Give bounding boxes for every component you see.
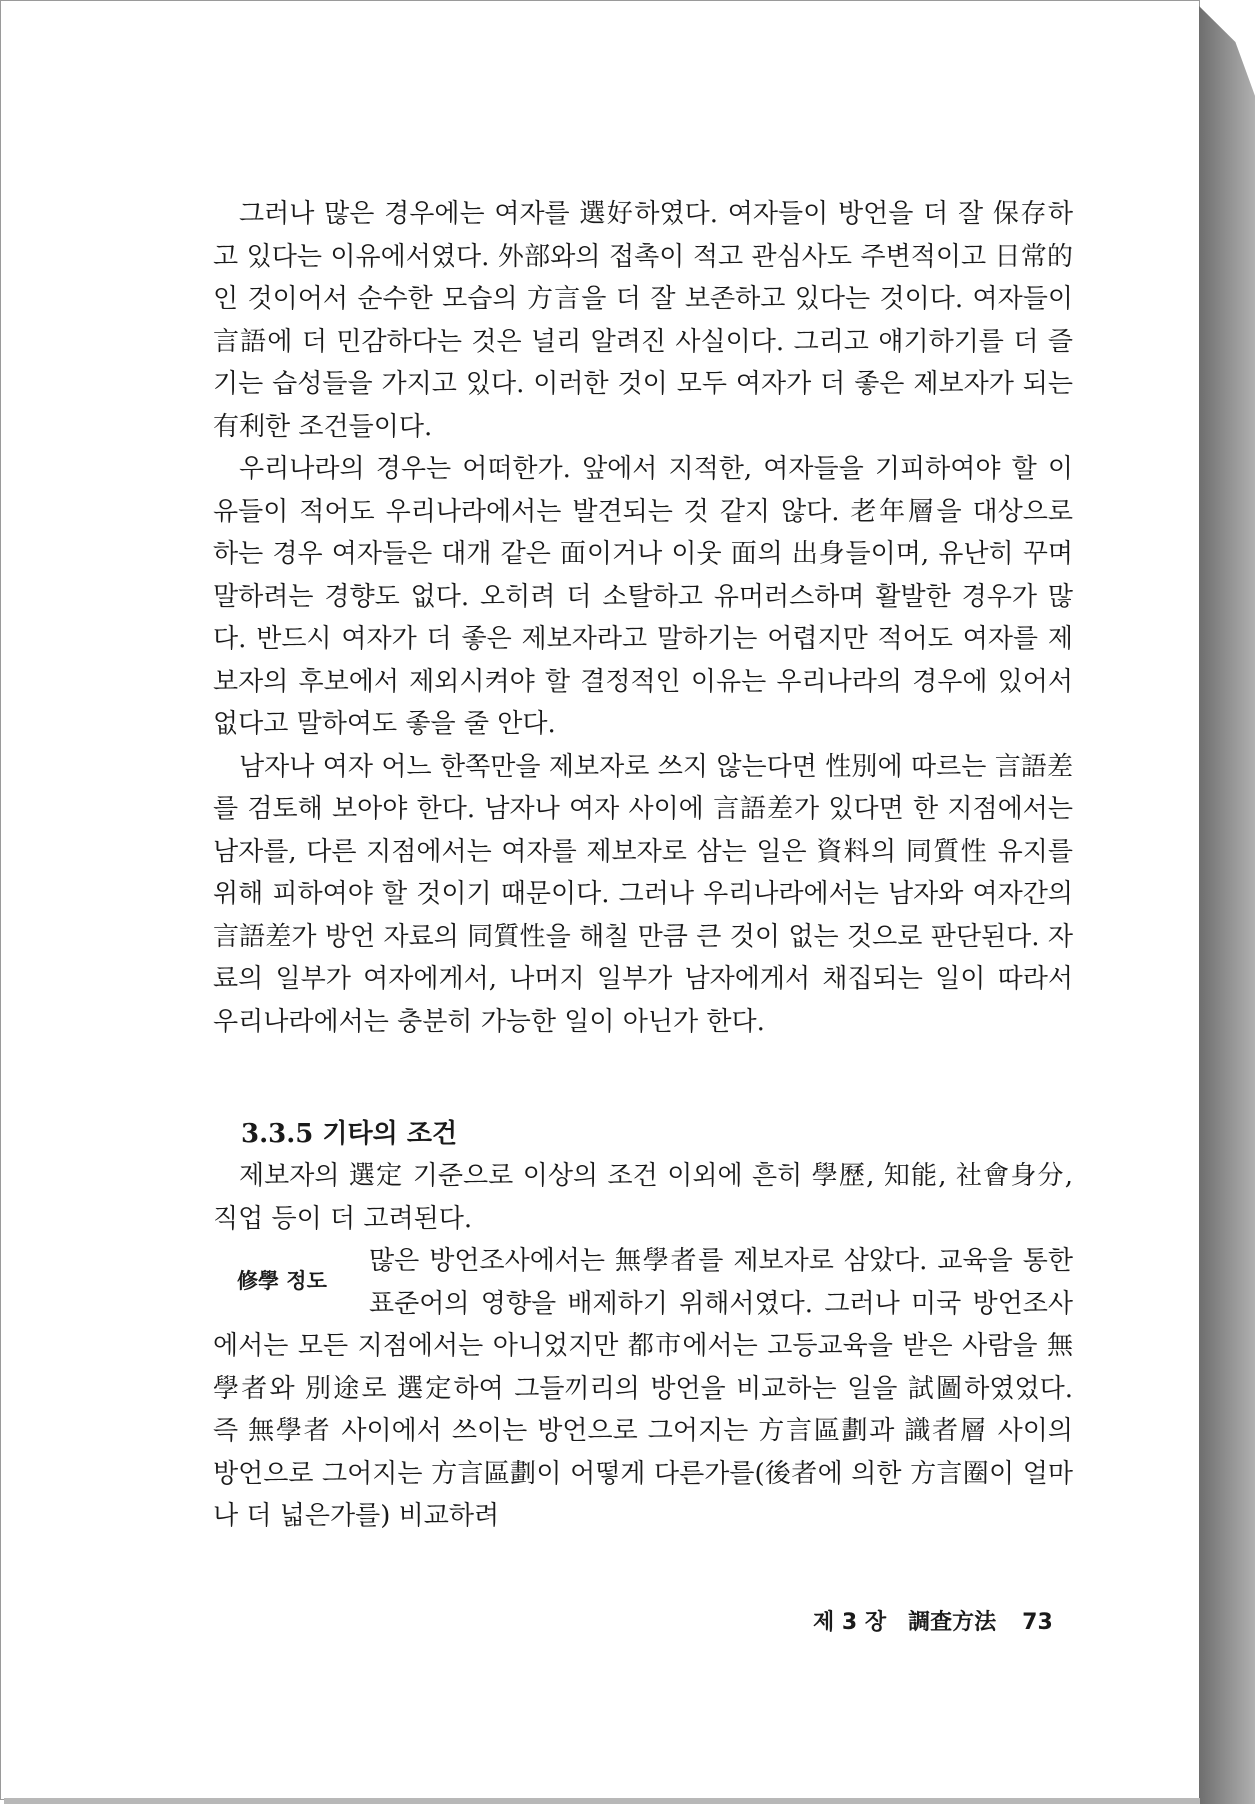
page-edge-shadow bbox=[1199, 6, 1255, 1804]
page-content bbox=[213, 193, 1073, 1538]
subsection-label: 修學 정도 bbox=[237, 1269, 327, 1293]
page-bottom-shadow bbox=[4, 1798, 1200, 1804]
subsection-paragraph: 많은 방언조사에서는 無學者를 제보자로 삼았다. 교육을 통한 표준어의 영향을 배제하기 위해서였다. 그러나 미국 방언조사에서는 모든 지점에서는 아니었지만 都市에서는 고등교육을 받은 사람을 無學者와 別途로 選定하여 그들끼리의 방언을 비교하는 일을 試圖하였었다. 즉 無學者 사이에서 쓰이는 방언으로 그어지는 方言區劃과 識者層 사이의 방언으로 그어지는 方言區劃이 어떻게 다른가를(後者에 의한 方言圈이 얼마나 더 넓은가를) 비교하려 bbox=[213, 1246, 1073, 1531]
footer-title: 調査方法 bbox=[908, 1610, 997, 1635]
footer-chapter: 제 3 장 bbox=[813, 1610, 887, 1635]
section-heading: 3.3.5 기타의 조건 bbox=[241, 1119, 458, 1149]
page-footer bbox=[813, 1605, 1053, 1636]
body-paragraph-1: 그러나 많은 경우에는 여자를 選好하였다. 여자들이 방언을 더 잘 保存하고 있다는 이유에서였다. 外部와의 접촉이 적고 관심사도 주변적이고 日常的인 것이어서 순수한 모습의 方言을 더 잘 보존하고 있다는 것이다. 여자들이 言語에 더 민감하다는 것은 널리 알려진 사실이다. 그리고 얘기하기를 더 즐기는 습성들을 가지고 있다. 이러한 것이 모두 여자가 더 좋은 제보자가 되는 有利한 조건들이다. bbox=[213, 199, 1073, 442]
section-intro-paragraph: 제보자의 選定 기준으로 이상의 조건 이외에 흔히 學歷, 知能, 社會身分, 직업 등이 더 고려된다. bbox=[213, 1161, 1073, 1234]
body-paragraph-2: 우리나라의 경우는 어떠한가. 앞에서 지적한, 여자들을 기피하여야 할 이유들이 적어도 우리나라에서는 발견되는 것 같지 않다. 老年層을 대상으로 하는 경우 여자들은 대개 같은 面이거나 이웃 面의 出身들이며, 유난히 꾸며 말하려는 경향도 없다. 오히려 더 소탈하고 유머러스하며 활발한 경우가 많다. 반드시 여자가 더 좋은 제보자라고 말하기는 어렵지만 적어도 여자를 제보자의 후보에서 제외시켜야 할 결정적인 이유는 우리나라의 경우에 있어서 없다고 말하여도 좋을 줄 안다. bbox=[213, 454, 1073, 739]
page-number: 73 bbox=[1022, 1610, 1053, 1635]
subsection-block bbox=[213, 1240, 1073, 1538]
body-paragraph-3: 남자나 여자 어느 한쪽만을 제보자로 쓰지 않는다면 性別에 따르는 言語差를 검토해 보아야 한다. 남자나 여자 사이에 言語差가 있다면 한 지점에서는 남자를, 다른 지점에서는 여자를 제보자로 삼는 일은 資料의 同質性 유지를 위해 피하여야 할 것이기 때문이다. 그러나 우리나라에서는 남자와 여자간의 言語差가 방언 자료의 同質性을 해칠 만큼 큰 것이 없는 것으로 판단된다. 자료의 일부가 여자에게서, 나머지 일부가 남자에게서 채집되는 일이 따라서 우리나라에서는 충분히 가능한 일이 아닌가 한다. bbox=[213, 751, 1073, 1037]
